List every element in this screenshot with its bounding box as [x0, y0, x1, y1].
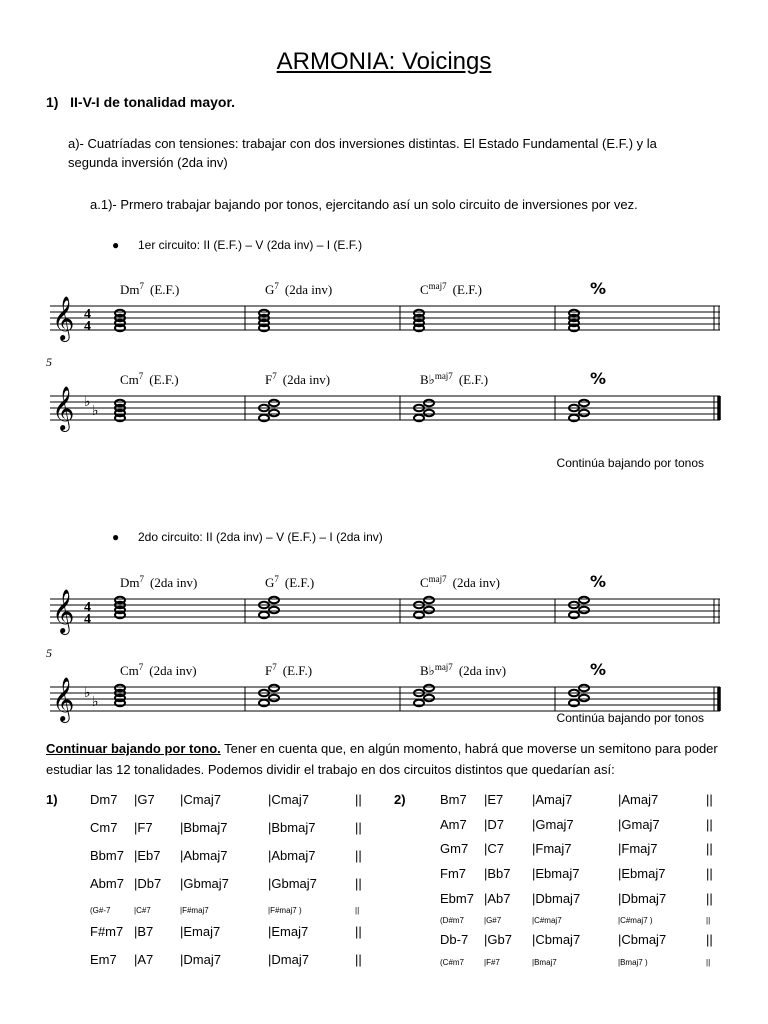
- table-cell: |C7: [484, 841, 504, 856]
- table-cell: Bbm7: [90, 848, 124, 863]
- chord-symbol: Dm$^7$ (2da inv): [120, 574, 198, 590]
- circuit1-bullet: [112, 238, 362, 252]
- table-cell: |Gmaj7: [618, 817, 660, 832]
- note-head: [115, 597, 125, 603]
- time-signature-top: 4: [84, 600, 91, 615]
- note-head: [414, 700, 424, 706]
- table-cell: |Dbmaj7: [532, 891, 581, 906]
- note-head: [115, 400, 125, 406]
- table-cell: (D#m7: [440, 916, 465, 925]
- table-cell: (C#m7: [440, 958, 465, 967]
- table-cell: |Emaj7: [180, 924, 221, 939]
- table-cell: ||: [706, 866, 713, 881]
- table-cell: ||: [706, 792, 713, 807]
- repeat-measure-icon: %: [590, 369, 607, 388]
- chord-symbol: B♭$^{maj7}$ (E.F.): [420, 371, 489, 387]
- repeat-measure-icon: %: [590, 279, 607, 298]
- table-cell: |Abmaj7: [180, 848, 228, 863]
- table-cell: ||: [355, 848, 362, 863]
- continuar-paragraph: [46, 738, 736, 780]
- bullet-icon: ●: [112, 530, 120, 544]
- table-cell: |Emaj7: [268, 924, 309, 939]
- continue-note-1: Continúa bajando por tonos: [556, 456, 704, 470]
- continuar-heading: Continuar bajando por tono.: [46, 741, 221, 756]
- table-cell: F#m7: [90, 924, 124, 939]
- chord-symbol: B♭$^{maj7}$ (2da inv): [420, 662, 507, 678]
- treble-clef-icon: 𝄞: [52, 296, 75, 340]
- circuit1-label: 1er circuito: II (E.F.) – V (2da inv) – I (E.F.): [138, 238, 363, 252]
- note-head: [424, 410, 434, 416]
- note-head: [579, 597, 589, 603]
- note-head: [579, 607, 589, 613]
- key-flat-icon: ♭: [84, 394, 91, 410]
- note-head: [414, 310, 424, 316]
- table-cell: |Gmaj7: [532, 817, 574, 832]
- progression-table-1: [46, 792, 388, 982]
- bullet-icon: ●: [112, 238, 120, 252]
- note-head: [424, 695, 434, 701]
- table-cell: (G#-7: [90, 906, 111, 915]
- note-head: [259, 415, 269, 421]
- note-head: [569, 415, 579, 421]
- table-cell: |C#maj7: [532, 916, 562, 925]
- note-head: [569, 310, 579, 316]
- table-cell: ||: [706, 817, 713, 832]
- table-cell: ||: [355, 820, 362, 835]
- table-cell: Bm7: [440, 792, 467, 807]
- note-head: [414, 612, 424, 618]
- table-cell: |Bmaj7 ): [618, 958, 648, 967]
- chord-symbol: Dm$^7$ (E.F.): [120, 281, 180, 297]
- table-cell: |Ebmaj7: [532, 866, 580, 881]
- table-cell: |D7: [484, 817, 504, 832]
- table-cell: ||: [706, 958, 711, 967]
- table-cell: |Ab7: [484, 891, 511, 906]
- table-cell: |Db7: [134, 876, 162, 891]
- table-cell: ||: [355, 876, 362, 891]
- table-cell: |Cbmaj7: [618, 932, 667, 947]
- chord-symbol: $F^7$ (E.F.): [265, 662, 313, 678]
- staff-circuit1-row1: [40, 262, 730, 342]
- table-cell: ||: [706, 932, 713, 947]
- table-cell: |Abmaj7: [268, 848, 316, 863]
- note-head: [259, 612, 269, 618]
- table-cell: |G#7: [484, 916, 502, 925]
- note-head: [269, 410, 279, 416]
- note-head: [579, 400, 589, 406]
- circuit2-label: 2do circuito: II (2da inv) – V (E.F.) – I (2da inv): [138, 530, 383, 544]
- table-cell: |B7: [134, 924, 154, 939]
- note-head: [579, 410, 589, 416]
- note-head: [579, 685, 589, 691]
- chord-symbol: Cm$^7$ (2da inv): [120, 662, 197, 678]
- time-signature-top: 4: [84, 307, 91, 322]
- note-head: [269, 695, 279, 701]
- measure-number: 5: [46, 355, 52, 369]
- chord-symbol: $G^7$ (2da inv): [265, 281, 333, 297]
- table-cell: |C#maj7 ): [618, 916, 653, 925]
- table-cell: |Gb7: [484, 932, 512, 947]
- table-cell: |F#7: [484, 958, 500, 967]
- table-cell: ||: [706, 916, 711, 925]
- table-cell: |Cmaj7: [180, 792, 221, 807]
- section-heading: [46, 94, 235, 110]
- table-cell: Db-7: [440, 932, 469, 947]
- table-cell: |F#maj7: [180, 906, 209, 915]
- paragraph-a: a)- Cuatríadas con tensiones: trabajar con dos inversiones distintas. El Estado Fundamental (E.F.) y la segunda inversión (2da inv): [68, 136, 657, 170]
- table-cell: ||: [355, 792, 362, 807]
- note-head: [414, 415, 424, 421]
- table-cell: |F#maj7 ): [268, 906, 302, 915]
- table-cell: |Fmaj7: [532, 841, 572, 856]
- note-head: [424, 607, 434, 613]
- note-head: [569, 700, 579, 706]
- table-cell: |Cmaj7: [268, 792, 309, 807]
- section-number: 1): [46, 94, 59, 110]
- repeat-measure-icon: %: [590, 572, 607, 591]
- continue-note-2: Continúa bajando por tonos: [556, 711, 704, 725]
- table-cell: |E7: [484, 792, 504, 807]
- treble-clef-icon: 𝄞: [52, 677, 75, 721]
- circuit2-bullet: [112, 530, 383, 544]
- note-head: [259, 310, 269, 316]
- table-cell: |Dmaj7: [180, 952, 221, 967]
- repeat-measure-icon: %: [590, 660, 607, 679]
- section-title: II-V-I de tonalidad mayor.: [70, 94, 236, 110]
- table-cell: |G7: [134, 792, 155, 807]
- treble-clef-icon: 𝄞: [52, 589, 75, 633]
- note-head: [424, 685, 434, 691]
- note-head: [115, 685, 125, 691]
- continuar-body: Tener en cuenta que, en algún momento, habrá que moverse un semitono para poder estudiar las 12 tonalidades. Podemos dividir el trabajo en dos circuitos distintos que quedarían así:: [46, 741, 718, 777]
- chord-symbol: $F^7$ (2da inv): [265, 371, 331, 387]
- time-signature-bottom: 4: [84, 612, 91, 627]
- chord-symbol: Cm$^7$ (E.F.): [120, 371, 179, 387]
- table-cell: |Cbmaj7: [532, 932, 581, 947]
- key-flat-icon: ♭: [92, 694, 99, 710]
- table-cell: Em7: [90, 952, 117, 967]
- note-head: [269, 400, 279, 406]
- key-flat-icon: ♭: [92, 403, 99, 419]
- table-cell: |Bmaj7: [532, 958, 557, 967]
- table-cell: |Bbmaj7: [268, 820, 316, 835]
- table-cell: Cm7: [90, 820, 118, 835]
- table-number: 1): [46, 792, 58, 807]
- table-cell: |C#7: [134, 906, 151, 915]
- table-cell: |Gbmaj7: [268, 876, 317, 891]
- table-cell: ||: [355, 906, 360, 915]
- table-cell: |Eb7: [134, 848, 161, 863]
- table-cell: |Dmaj7: [268, 952, 309, 967]
- note-head: [424, 400, 434, 406]
- note-head: [115, 310, 125, 316]
- chord-symbol: $C^{maj7}$ (2da inv): [420, 574, 500, 590]
- note-head: [579, 695, 589, 701]
- table-cell: |A7: [134, 952, 154, 967]
- measure-number: 5: [46, 646, 52, 660]
- table-cell: ||: [706, 841, 713, 856]
- note-head: [269, 597, 279, 603]
- note-head: [569, 612, 579, 618]
- table-number: 2): [394, 792, 406, 807]
- table-cell: |Fmaj7: [618, 841, 658, 856]
- table-cell: |Amaj7: [618, 792, 659, 807]
- note-head: [424, 597, 434, 603]
- table-cell: Fm7: [440, 866, 466, 881]
- table-cell: |Bb7: [484, 866, 511, 881]
- treble-clef-icon: 𝄞: [52, 386, 75, 430]
- table-cell: |F7: [134, 820, 153, 835]
- table-cell: Gm7: [440, 841, 469, 856]
- key-flat-icon: ♭: [84, 685, 91, 701]
- table-cell: |Gbmaj7: [180, 876, 229, 891]
- table-cell: |Amaj7: [532, 792, 573, 807]
- table-cell: |Ebmaj7: [618, 866, 666, 881]
- note-head: [269, 607, 279, 613]
- table-cell: Abm7: [90, 876, 124, 891]
- staff-circuit1-row2: [40, 352, 730, 432]
- staff-circuit2-row1: [40, 555, 730, 635]
- table-cell: Dm7: [90, 792, 118, 807]
- paragraph-a1: a.1)- Prmero trabajar bajando por tonos, ejercitando así un solo circuito de inversiones por vez.: [90, 197, 638, 212]
- note-head: [259, 700, 269, 706]
- progression-table-2: [394, 792, 736, 982]
- table-cell: Am7: [440, 817, 467, 832]
- table-cell: ||: [706, 891, 713, 906]
- chord-symbol: $G^7$ (E.F.): [265, 574, 315, 590]
- table-cell: |Dbmaj7: [618, 891, 667, 906]
- table-cell: ||: [355, 924, 362, 939]
- table-cell: ||: [355, 952, 362, 967]
- table-cell: Ebm7: [440, 891, 474, 906]
- note-head: [269, 685, 279, 691]
- time-signature-bottom: 4: [84, 319, 91, 334]
- table-cell: |Bbmaj7: [180, 820, 228, 835]
- page-title: ARMONIA: Voicings: [276, 48, 492, 75]
- chord-symbol: $C^{maj7}$ (E.F.): [420, 281, 482, 297]
